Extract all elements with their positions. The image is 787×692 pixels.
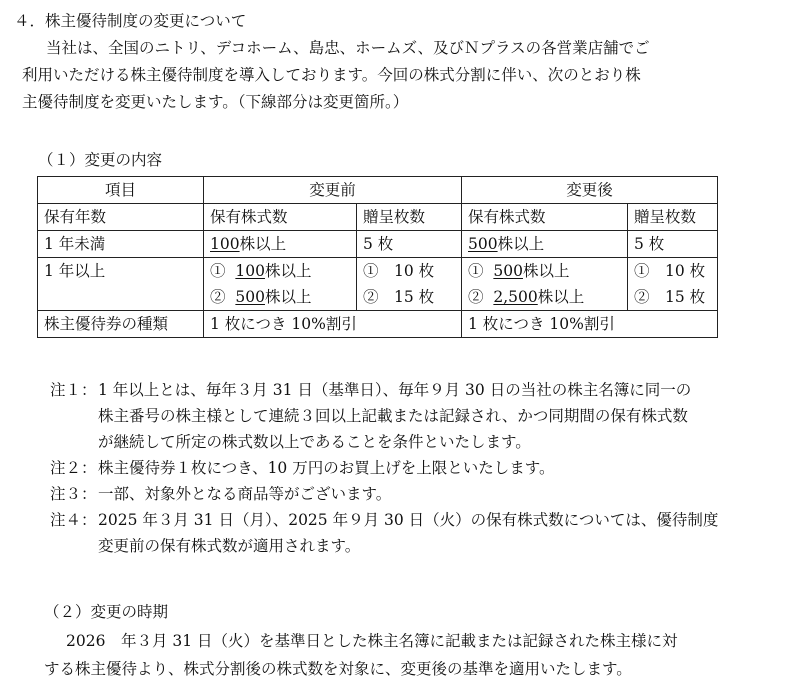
mark-1: ①	[468, 262, 484, 280]
subheader-years: 保有年数	[38, 204, 204, 231]
mark-1: ①	[210, 262, 226, 280]
subsection-2-title: （２）変更の時期	[44, 603, 169, 621]
subsection-1-title: （１）変更の内容	[38, 151, 163, 169]
table-row	[38, 258, 718, 311]
note-1-line-2: 株主番号の株主様として連続３回以上記載または記録され、かつ同期間の保有株式数	[98, 407, 688, 425]
note-1-label: 注１：	[50, 381, 97, 399]
note-1-line-1: 1 年以上とは、毎年３月 31 日（基準日）、毎年９月 30 日の当社の株主名簿に同一の	[98, 381, 692, 399]
suffix: 株以上	[522, 262, 570, 280]
suffix: 株以上	[537, 288, 585, 306]
intro-line-3: 主優待制度を変更いたします。（下線部分は変更箇所。）	[22, 93, 409, 111]
row1-after-count: 5 枚	[628, 231, 718, 258]
subheader-after-shares: 保有株式数	[462, 204, 628, 231]
notes-list	[50, 377, 770, 559]
row3-after: 1 枚につき 10%割引	[462, 311, 718, 338]
mark-2: ②	[210, 288, 226, 306]
table-row	[38, 231, 718, 258]
row2-after-count-1: ① 10 枚	[634, 262, 706, 280]
header-after: 変更後	[462, 177, 718, 204]
note-2	[50, 455, 770, 481]
mark-2: ②	[468, 288, 484, 306]
note-4-line-2: 変更前の保有株式数が適用されます。	[98, 537, 361, 555]
row3-before: 1 枚につき 10%割引	[204, 311, 462, 338]
note-2-line-1: 株主優待券１枚につき、10 万円のお買上げを上限といたします。	[98, 459, 555, 477]
intro-paragraph	[22, 35, 762, 116]
row2-before-shares-1-value: 100	[235, 262, 265, 280]
note-2-label: 注２：	[50, 459, 97, 477]
row2-before-count-2: ② 15 枚	[363, 288, 435, 306]
row1-before-shares-value: 100	[210, 235, 240, 253]
intro-line-1: 当社は、全国のニトリ、デコホーム、島忠、ホームズ、及びＮプラスの各営業店舗でご	[46, 39, 650, 57]
note-4	[50, 507, 770, 559]
note-4-line-1: 2025 年３月 31 日（月）、2025 年９月 30 日（火）の保有株式数については、優待制度	[98, 511, 719, 529]
row2-before-shares	[204, 258, 357, 311]
benefit-change-table	[37, 176, 718, 338]
suffix: 株以上	[264, 288, 312, 306]
row2-before-count-1: ① 10 枚	[363, 262, 435, 280]
suffix: 株以上	[264, 262, 312, 280]
row1-before-shares-suffix: 株以上	[239, 235, 287, 253]
row1-before-count: 5 枚	[357, 231, 462, 258]
header-item: 項目	[38, 177, 204, 204]
note-1	[50, 377, 770, 455]
row2-after-count-2: ② 15 枚	[634, 288, 706, 306]
subheader-before-count: 贈呈枚数	[357, 204, 462, 231]
note-3-label: 注３：	[50, 485, 97, 503]
note-4-label: 注４：	[50, 511, 97, 529]
row2-after-shares-1-value: 500	[493, 262, 523, 280]
row2-before-count	[357, 258, 462, 311]
header-before: 変更前	[204, 177, 462, 204]
note-3	[50, 481, 770, 507]
row2-after-shares	[462, 258, 628, 311]
note-3-line-1: 一部、対象外となる商品等がございます。	[98, 485, 392, 503]
row2-years: 1 年以上	[38, 258, 204, 311]
row3-label: 株主優待券の種類	[38, 311, 204, 338]
table-row	[38, 311, 718, 338]
subheader-after-count: 贈呈枚数	[628, 204, 718, 231]
row1-years: 1 年未満	[38, 231, 204, 258]
timing-line-2: する株主優待より、株式分割後の株式数を対象に、変更後の基準を適用いたします。	[44, 660, 632, 678]
row1-before-shares	[204, 231, 357, 258]
table-header-row	[38, 177, 718, 204]
row2-after-count	[628, 258, 718, 311]
note-1-line-3: が継続して所定の株式数以上であることを条件といたします。	[98, 433, 531, 451]
row2-after-shares-2-value: 2,500	[493, 288, 538, 306]
row1-after-shares-suffix: 株以上	[497, 235, 545, 253]
timing-paragraph	[44, 627, 764, 683]
intro-line-2: 利用いただける株主優待制度を導入しております。今回の株式分割に伴い、次のとおり株	[22, 66, 641, 84]
row1-after-shares-value: 500	[468, 235, 498, 253]
row2-before-shares-2-value: 500	[235, 288, 265, 306]
timing-line-1: 2026 年３月 31 日（火）を基準日とした株主名簿に記載または記録された株主様に対	[66, 632, 678, 650]
subheader-before-shares: 保有株式数	[204, 204, 357, 231]
row1-after-shares	[462, 231, 628, 258]
table-subheader-row	[38, 204, 718, 231]
section-title: ４．株主優待制度の変更について	[14, 12, 247, 30]
